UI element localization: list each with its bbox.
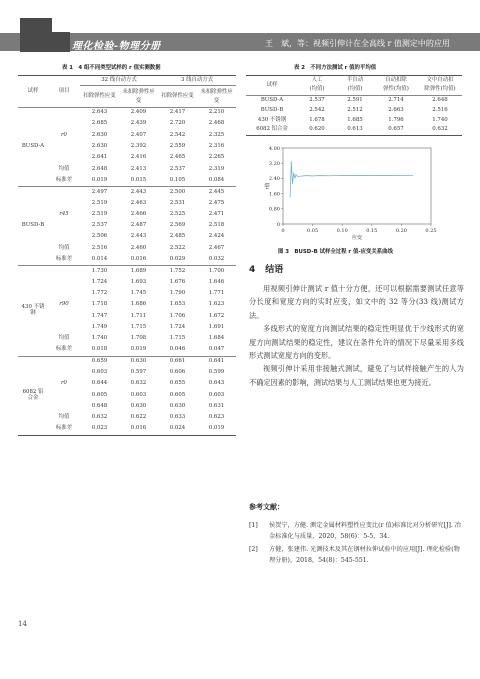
table1-mean-label: 均值 [58, 414, 70, 421]
x-tick-label: 0 [281, 228, 285, 234]
table1-item-cell: r45 [59, 210, 69, 217]
table2-sample-cell: 430 不锈钢 [257, 116, 287, 123]
table1-mean-cell: 2.516 [91, 244, 108, 251]
y-tick-label: 4.00 [268, 145, 280, 152]
table1-sd-cell: 0.014 [80, 254, 119, 265]
table1-sd-label: 标准差 [48, 254, 80, 265]
table1-value-cell: 1.676 [169, 278, 186, 285]
table1-value-cell: 2.417 [169, 109, 186, 116]
table1-value-cell: 2.641 [91, 154, 108, 161]
section-title [249, 262, 283, 275]
table1-mean-cell: 2.319 [208, 165, 225, 172]
table2-value-cell: 2.663 [388, 106, 404, 113]
paragraph: 多线形式的宽度方向测试结果的稳定性明显优于少线形式的宽度方向测试结果的稳定性，建议在条件允许的情况下尽量采用多线形式测试宽度方向的变形。 [249, 324, 464, 361]
table2-caption: 表 2 不同方法测试 r 值的平均值 [294, 65, 377, 71]
table1-value-cell: 2.463 [130, 199, 147, 206]
table1-sd-cell: 0.018 [80, 345, 119, 356]
table1-item-cell [48, 401, 80, 412]
table1-sd-cell: 0.047 [197, 345, 236, 356]
table1-mean-cell: 0.633 [169, 414, 186, 421]
table1-item-cell [48, 141, 80, 152]
table1-value-cell: 1.747 [91, 312, 108, 319]
table1-item-cell [48, 367, 80, 378]
table1-sd-cell: 0.019 [119, 345, 158, 356]
table1-value-cell: 1.689 [130, 267, 147, 274]
figure3-chart [249, 142, 461, 242]
table1-sd-label: 标准差 [48, 175, 80, 186]
table1-mean-cell: 2.648 [91, 165, 108, 172]
table2-value-cell: 2.512 [347, 106, 363, 113]
y-tick-label: 2.40 [268, 176, 280, 183]
table1-value-cell: 2.210 [208, 109, 225, 116]
table1-sd-cell: 0.019 [197, 424, 236, 435]
chart-svg [249, 142, 461, 242]
table1-mean-cell: 0.623 [208, 414, 225, 421]
table1-item-cell [48, 187, 80, 198]
table2-head-c2b: (均值) [336, 86, 374, 96]
table1-value-cell: 2.407 [130, 131, 147, 138]
table1-sd-label: 标准差 [48, 424, 80, 435]
table1-value-cell: 1.771 [208, 289, 225, 296]
table1-mean-cell: 2.522 [169, 244, 186, 251]
table1-sd-cell: 0.024 [158, 424, 197, 435]
table2-value-cell: 2.542 [309, 106, 325, 113]
x-tick-label: 0.20 [395, 228, 407, 234]
table1-value-cell: 2.630 [91, 143, 108, 150]
table1-sd-cell: 0.029 [158, 254, 197, 265]
x-tick-label: 0.15 [366, 228, 378, 234]
table1-value-cell: 2.500 [169, 188, 186, 195]
x-tick-label: 0.10 [336, 228, 348, 234]
table1-sd-label: 标准差 [48, 345, 80, 356]
table1-sd-cell: 0.016 [119, 424, 158, 435]
table1-value-cell: 2.519 [91, 210, 108, 217]
table1-value-cell: 2.443 [130, 233, 147, 240]
table1-sd-cell: 0.019 [80, 175, 119, 186]
reference-text: 侯贺宁，方健. 测定金属材料塑性应变比(r 值)标准比对分析研究[J]. 冶金标准化与质量，2020，58(6)：5-5，34. [269, 522, 461, 540]
table2-sample-cell: 6082 铝合金 [246, 126, 298, 136]
table1-item-cell [48, 390, 80, 401]
table1-value-cell: 0.648 [91, 402, 108, 409]
table1-value-cell: 1.745 [130, 289, 147, 296]
table1-value-cell: 2.525 [169, 210, 186, 217]
table1-mean-cell: 2.537 [169, 165, 186, 172]
table1-value-cell: 2.720 [169, 120, 186, 127]
reference-number: [2] [249, 546, 258, 553]
table1-value-cell: 1.749 [91, 323, 108, 330]
table1-value-cell: 0.603 [130, 391, 147, 398]
conclusion-body [249, 282, 464, 389]
table1-head-group2: 3 线自动方式 [158, 76, 236, 86]
table1-sd-cell: 0.032 [197, 254, 236, 265]
table2-value-cell: 2.537 [309, 96, 325, 103]
table1-item-cell [48, 198, 80, 209]
table1-sample-cell: BUSD-B [18, 187, 48, 266]
table2-head-c3b: 弹性(均值) [374, 86, 418, 96]
table2-head-c4a: 文中自动扣 [418, 76, 462, 86]
table1 [18, 75, 236, 436]
table1-value-cell: 1.730 [91, 267, 108, 274]
table2-head-c3a: 自动扣除 [374, 76, 418, 86]
table1-head-c1: 扣除弹性应变 [80, 86, 119, 108]
table1-value-cell: 2.643 [91, 109, 108, 116]
journal-name: 理化检验-物理分册 [72, 41, 161, 52]
table1-mean-cell: 1.684 [208, 335, 225, 342]
table1-head-item: 项目 [48, 76, 80, 108]
table1-item-cell [48, 356, 80, 367]
table1-value-cell: 2.685 [91, 120, 108, 127]
table1-mean-cell: 2.460 [130, 244, 147, 251]
table1-value-cell: 2.409 [130, 109, 147, 116]
table1-value-cell: 0.643 [208, 380, 225, 387]
y-tick-label: 1.60 [268, 191, 280, 198]
table1-value-cell: 2.325 [208, 131, 225, 138]
table1-value-cell: 2.537 [91, 222, 108, 229]
table2 [246, 75, 462, 136]
table1-value-cell: 1.724 [169, 323, 186, 330]
table1-sd-cell: 0.023 [80, 424, 119, 435]
table1-value-cell: 0.631 [208, 402, 225, 409]
table1-value-cell: 2.487 [130, 222, 147, 229]
table1-value-cell: 2.416 [130, 154, 147, 161]
table1-sample-cell: 6082 铝合金 [18, 356, 48, 435]
table1-value-cell: 1.706 [169, 312, 186, 319]
table1-value-cell: 2.518 [208, 222, 225, 229]
references-title: 参考文献： [249, 503, 284, 511]
table1-value-cell: 0.599 [208, 369, 225, 375]
table1-value-cell: 1.653 [169, 301, 186, 308]
table1-value-cell: 0.630 [169, 402, 186, 409]
table1-value-cell: 2.424 [208, 233, 225, 240]
table2-head-c1b: (均值) [298, 86, 336, 96]
table2-value-cell: 0.657 [374, 126, 418, 136]
table1-mean-label: 均值 [58, 244, 70, 251]
table1-mean-cell: 2.413 [130, 165, 147, 172]
page-number: 14 [18, 620, 27, 628]
table1-item-cell [48, 311, 80, 322]
series-line [290, 161, 413, 197]
table2-head-c4b: 除弹性(均值) [418, 86, 462, 96]
table1-head-c3: 扣除弹性应变 [158, 86, 197, 108]
table1-sd-cell: 0.084 [197, 175, 236, 186]
table2-head-c2a: 半自动 [336, 76, 374, 86]
table1-value-cell: 2.559 [169, 143, 186, 150]
table1-sd-cell: 0.105 [158, 175, 197, 186]
table1-sd-cell: 0.016 [119, 254, 158, 265]
table1-item-cell [48, 288, 80, 299]
y-tick-label: 0.80 [268, 206, 280, 213]
table1-item-cell [48, 322, 80, 333]
table1-item-cell [48, 266, 80, 277]
y-tick-label: 3.20 [268, 161, 280, 167]
table2-value-cell: 2.714 [388, 96, 404, 103]
table1-value-cell: 2.519 [91, 199, 108, 206]
references-list [249, 520, 464, 568]
section-heading: 结语 [265, 265, 284, 275]
table1-mean-label: 均值 [58, 165, 70, 172]
table1-item-cell [48, 277, 80, 288]
table2-value-cell: 1.678 [309, 116, 325, 123]
table1-value-cell: 0.632 [130, 380, 147, 387]
table1-mean-label: 均值 [58, 335, 70, 342]
table1-value-cell: 2.497 [91, 188, 108, 195]
running-title: 王 斌，等：视频引伸计在全高线 r 值测定中的应用 [265, 39, 450, 48]
table1-sd-cell: 0.046 [158, 345, 197, 356]
table1-value-cell: 0.606 [169, 369, 186, 375]
section-number: 4 [249, 265, 256, 275]
table1-value-cell: 2.439 [130, 120, 147, 127]
reference-text: 方健，张建伟. 光测技术及其在钢材拉伸试验中的应用[J]. 理化检验(物理分册)，2018，54(8)：545-551. [269, 546, 460, 564]
table1-value-cell: 0.597 [130, 369, 147, 375]
table1-head-sample: 试样 [18, 76, 48, 108]
table2-value-cell: 2.591 [347, 96, 363, 103]
table1-value-cell: 2.465 [169, 154, 186, 161]
table1-value-cell: 2.542 [169, 131, 186, 138]
table1-sd-cell: 0.015 [119, 175, 158, 186]
table1-value-cell: 1.700 [208, 267, 225, 274]
table1-value-cell: 1.790 [169, 289, 186, 296]
table1-value-cell: 0.641 [208, 357, 225, 364]
table2-value-cell: 0.613 [336, 126, 374, 136]
table2-head-sample: 试样 [246, 76, 298, 96]
table1-value-cell: 2.468 [208, 120, 225, 127]
x-tick-label: 0.05 [307, 228, 319, 234]
x-tick-label: 0.25 [425, 228, 437, 234]
table1-item-cell [48, 153, 80, 164]
table1-item-cell [48, 119, 80, 130]
y-axis-label: r值 [265, 182, 271, 190]
table1-value-cell: 2.265 [208, 154, 225, 161]
y-tick-label: 0 [276, 221, 280, 228]
table2-value-cell: 1.740 [432, 116, 448, 123]
plot-frame [283, 148, 431, 224]
reference-item [249, 544, 464, 566]
table2-value-cell: 2.516 [432, 106, 448, 113]
table1-value-cell: 1.715 [130, 323, 147, 330]
table1-value-cell: 1.693 [130, 278, 147, 285]
table1-head-group1: 32 线自动方式 [80, 76, 158, 86]
table1-mean-cell: 2.467 [208, 244, 225, 251]
table1-sample-cell: 430 不锈钢 [18, 266, 48, 356]
table1-value-cell: 0.603 [91, 369, 108, 375]
table1-value-cell: 1.724 [91, 278, 108, 285]
table1-value-cell: 1.686 [130, 301, 147, 308]
table1-value-cell: 2.531 [169, 199, 186, 206]
table1-value-cell: 0.605 [91, 391, 108, 398]
table1-value-cell: 2.316 [208, 143, 225, 150]
table1-value-cell: 2.392 [130, 143, 147, 150]
table1-value-cell: 0.630 [130, 402, 147, 409]
table1-item-cell [48, 220, 80, 231]
table1-mean-cell: 0.622 [130, 414, 147, 421]
table1-mean-cell: 1.740 [91, 335, 108, 342]
table1-head-c4: 未扣除弹性应变 [197, 86, 236, 108]
table1-value-cell: 1.772 [91, 289, 108, 296]
table1-value-cell: 0.659 [91, 357, 108, 364]
table2-sample-cell: BUSD-B [260, 106, 284, 113]
table2-value-cell: 2.648 [432, 96, 448, 103]
table1-value-cell: 0.605 [169, 391, 186, 398]
table2-sample-cell: BUSD-A [260, 96, 284, 103]
paragraph: 用视频引伸计测试 r 值十分方便，还可以根据需要测试任意等分长度和宽度方向的实时应变，如文中的 32 等分(33 线)测试方法。 [249, 284, 464, 320]
table1-mean-cell: 1.708 [130, 335, 147, 342]
table1-value-cell: 0.655 [169, 380, 186, 387]
table1-value-cell: 2.569 [169, 222, 186, 229]
table1-value-cell: 1.711 [130, 312, 147, 319]
table1-mean-cell: 0.632 [91, 414, 108, 421]
table1-value-cell: 2.445 [208, 188, 225, 195]
reference-item [249, 520, 464, 542]
table1-value-cell: 1.718 [91, 301, 108, 308]
table1-item-cell: r90 [59, 301, 69, 308]
table1-value-cell: 0.661 [169, 357, 186, 364]
paragraph: 视频引伸计采用非接触式测试，避免了与试样接触产生的人为不确定因素的影响，测试结果与人工测试结果也更为接近。 [249, 364, 464, 387]
table1-value-cell: 2.506 [91, 233, 108, 240]
table1-value-cell: 2.485 [169, 233, 186, 240]
table1-item-cell: r0 [60, 380, 67, 387]
table1-item-cell: r0 [60, 131, 67, 138]
table1-value-cell: 2.443 [130, 188, 147, 195]
table1-item-cell [48, 108, 80, 119]
table1-item-cell [48, 232, 80, 243]
table1-value-cell: 0.603 [208, 391, 225, 398]
table2-value-cell: 0.632 [418, 126, 462, 136]
reference-number: [1] [249, 522, 258, 529]
table1-value-cell: 1.691 [208, 323, 225, 330]
table2-head-c1a: 人工 [298, 76, 336, 86]
table1-value-cell: 2.466 [130, 210, 147, 217]
table1-sample-cell: BUSD-A [18, 108, 48, 187]
table1-value-cell: 2.630 [91, 131, 108, 138]
table2-value-cell: 1.796 [388, 116, 404, 123]
figure3-caption: 图 3 BUSD-B 试样全过程 r 值-应变关系曲线 [278, 249, 393, 255]
x-axis-label: 应变 [351, 235, 363, 241]
table1-head-c2: 未扣除弹性应变 [119, 86, 158, 108]
table1-value-cell: 2.471 [208, 210, 225, 217]
table2-value-cell: 0.620 [298, 126, 336, 136]
table1-value-cell: 1.672 [208, 312, 225, 319]
table1-value-cell: 2.475 [208, 199, 225, 206]
table1-value-cell: 1.752 [169, 267, 186, 274]
table1-caption: 表 1 4 组不同类型试样的 r 值实测数据 [62, 65, 161, 71]
table2-value-cell: 1.685 [347, 116, 363, 123]
table1-value-cell: 0.644 [91, 380, 108, 387]
page-header [0, 0, 480, 52]
table1-value-cell: 1.623 [208, 301, 225, 308]
table1-mean-cell: 1.715 [169, 335, 186, 342]
table1-value-cell: 1.646 [208, 278, 225, 285]
table1-value-cell: 0.630 [130, 357, 147, 364]
